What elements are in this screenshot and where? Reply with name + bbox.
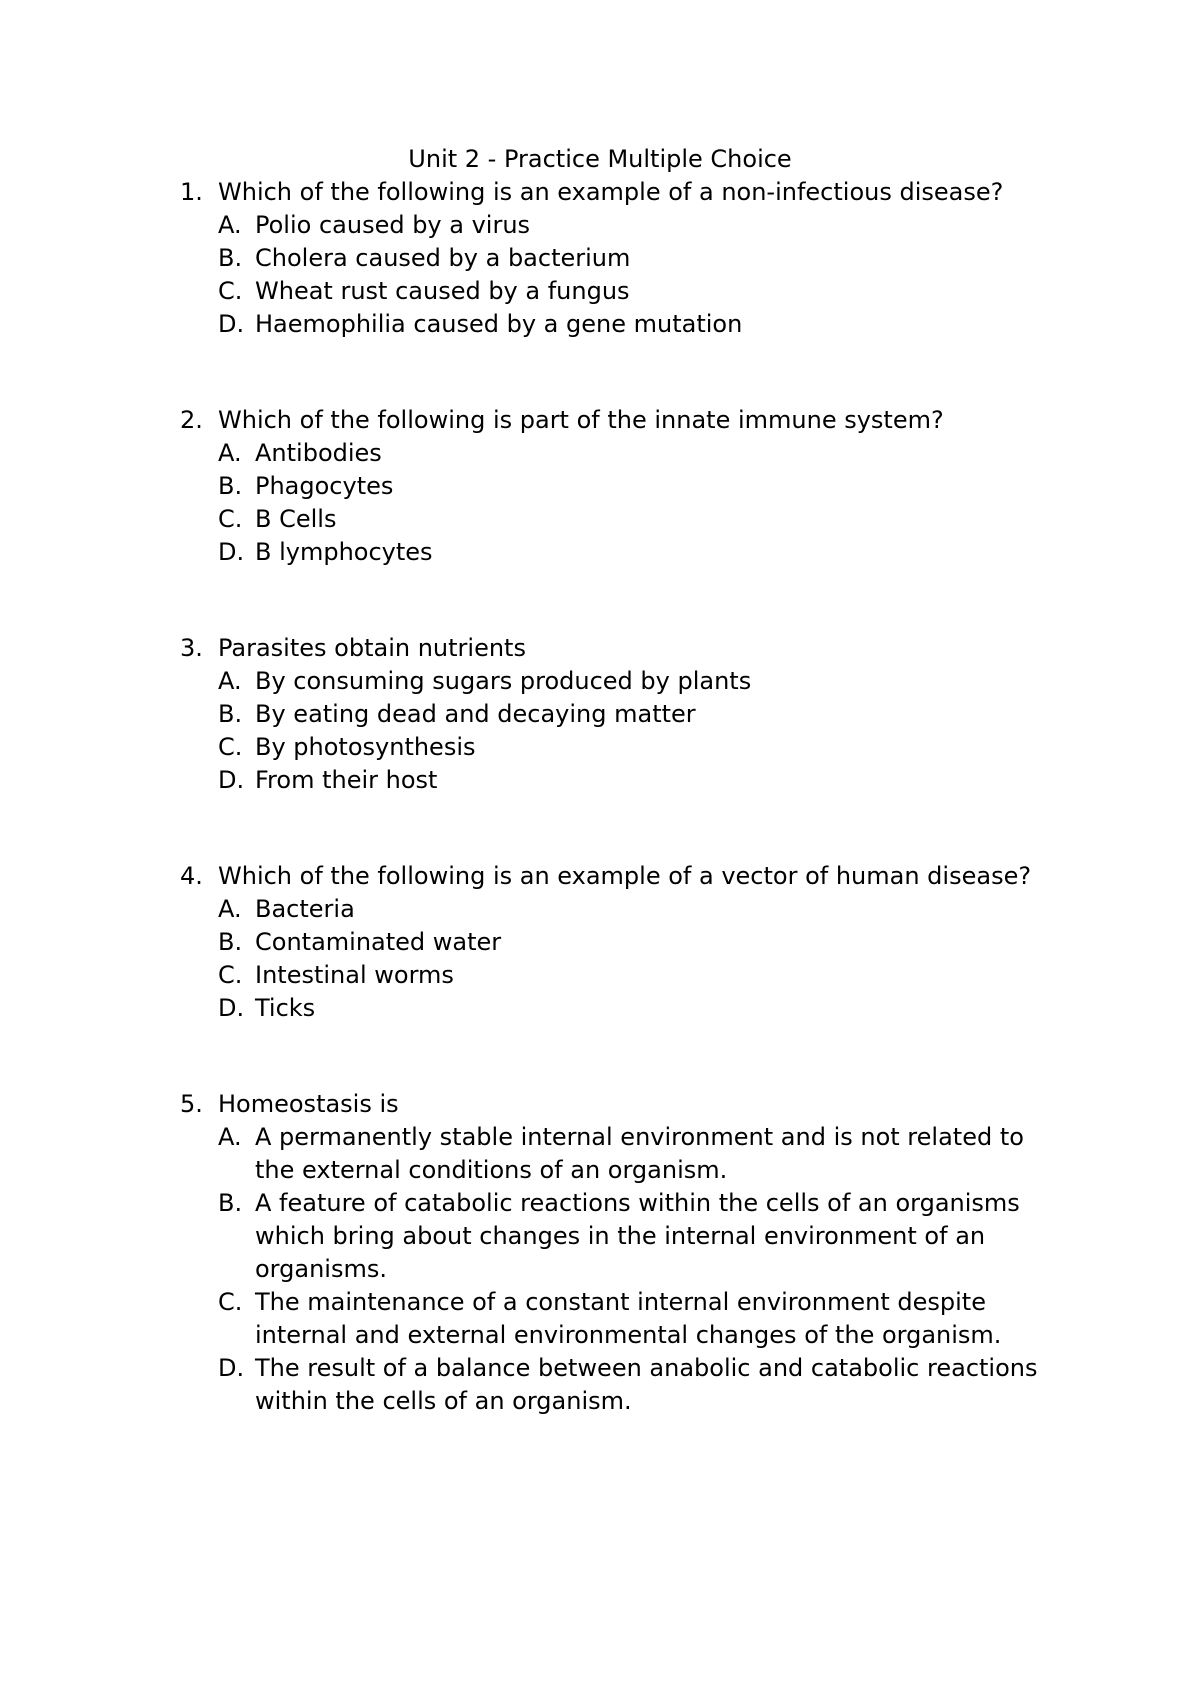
answer-option — [0, 536, 1200, 569]
option-text: By eating dead and decaying matter — [255, 700, 696, 728]
option-letter: D. — [218, 310, 245, 338]
option-text: Antibodies — [255, 439, 382, 467]
option-letter: A. — [218, 1123, 242, 1151]
answer-option — [0, 1121, 1200, 1187]
option-text: The result of a balance between anabolic and catabolic reactions within the cells of an organism. — [255, 1354, 1038, 1415]
option-text: Phagocytes — [255, 472, 394, 500]
answer-option — [0, 665, 1200, 698]
question-4 — [0, 860, 1200, 1025]
option-text: Wheat rust caused by a fungus — [255, 277, 630, 305]
option-letter: C. — [218, 1288, 243, 1316]
option-letter: C. — [218, 505, 243, 533]
option-letter: C. — [218, 277, 243, 305]
option-letter: C. — [218, 961, 243, 989]
option-text: Polio caused by a virus — [255, 211, 531, 239]
answer-option — [0, 209, 1200, 242]
question-5 — [0, 1088, 1200, 1418]
question-text: Parasites obtain nutrients — [218, 634, 526, 662]
question-stem — [0, 176, 1200, 209]
question-number: 2. — [180, 406, 203, 434]
question-stem — [0, 632, 1200, 665]
option-letter: D. — [218, 1354, 245, 1382]
option-letter: A. — [218, 439, 242, 467]
answer-option — [0, 437, 1200, 470]
option-text: The maintenance of a constant internal environment despite internal and external environmental changes of the organism. — [255, 1288, 1002, 1349]
option-text: B Cells — [255, 505, 337, 533]
option-letter: B. — [218, 472, 243, 500]
option-text: Intestinal worms — [255, 961, 454, 989]
option-text: Haemophilia caused by a gene mutation — [255, 310, 743, 338]
answer-option — [0, 503, 1200, 536]
option-letter: D. — [218, 538, 245, 566]
option-text: A feature of catabolic reactions within the cells of an organisms which bring about changes in the internal environment of an organisms. — [255, 1189, 1020, 1283]
answer-option — [0, 1352, 1200, 1418]
question-text: Which of the following is part of the innate immune system? — [218, 406, 944, 434]
question-number: 1. — [180, 178, 203, 206]
option-text: B lymphocytes — [255, 538, 433, 566]
option-letter: B. — [218, 244, 243, 272]
option-letter: B. — [218, 700, 243, 728]
option-letter: A. — [218, 211, 242, 239]
answer-option — [0, 698, 1200, 731]
option-letter: C. — [218, 733, 243, 761]
question-number: 4. — [180, 862, 203, 890]
option-letter: D. — [218, 994, 245, 1022]
question-text: Which of the following is an example of a non-infectious disease? — [218, 178, 1004, 206]
page-title: Unit 2 - Practice Multiple Choice — [408, 145, 792, 173]
answer-option — [0, 764, 1200, 797]
option-text: From their host — [255, 766, 438, 794]
answer-option — [0, 1286, 1200, 1352]
option-text: Ticks — [255, 994, 316, 1022]
option-text: A permanently stable internal environment and is not related to the external conditions of an organism. — [255, 1123, 1024, 1184]
option-text: Contaminated water — [255, 928, 502, 956]
question-stem — [0, 1088, 1200, 1121]
answer-option — [0, 470, 1200, 503]
question-2 — [0, 404, 1200, 569]
answer-option — [0, 959, 1200, 992]
option-text: Cholera caused by a bacterium — [255, 244, 631, 272]
question-text: Homeostasis is — [218, 1090, 399, 1118]
question-3 — [0, 632, 1200, 797]
question-number: 3. — [180, 634, 203, 662]
option-letter: B. — [218, 928, 243, 956]
option-letter: A. — [218, 667, 242, 695]
question-stem — [0, 404, 1200, 437]
answer-option — [0, 275, 1200, 308]
option-text: By photosynthesis — [255, 733, 476, 761]
answer-option — [0, 308, 1200, 341]
option-letter: A. — [218, 895, 242, 923]
option-letter: B. — [218, 1189, 243, 1217]
option-letter: D. — [218, 766, 245, 794]
answer-option — [0, 1187, 1200, 1286]
question-1 — [0, 176, 1200, 341]
answer-option — [0, 731, 1200, 764]
answer-option — [0, 242, 1200, 275]
option-text: By consuming sugars produced by plants — [255, 667, 752, 695]
answer-option — [0, 926, 1200, 959]
answer-option — [0, 893, 1200, 926]
question-stem — [0, 860, 1200, 893]
question-text: Which of the following is an example of a vector of human disease? — [218, 862, 1032, 890]
question-number: 5. — [180, 1090, 203, 1118]
option-text: Bacteria — [255, 895, 355, 923]
answer-option — [0, 992, 1200, 1025]
